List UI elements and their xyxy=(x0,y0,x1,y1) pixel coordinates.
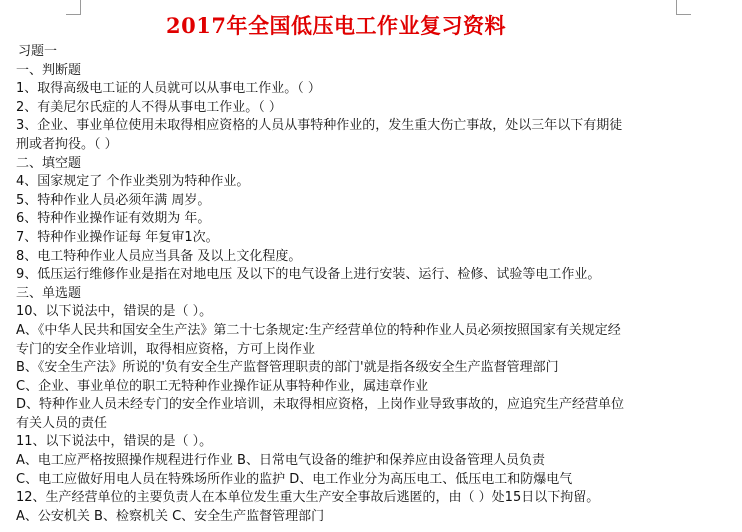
option-line: 有关人员的责任 xyxy=(16,415,108,431)
section-heading: 三、单选题 xyxy=(16,285,82,301)
question-line: 12、生产经营单位的主要负责人在本单位发生重大生产安全事故后逃匿的，由（ ）处15日以下拘留。 xyxy=(16,490,600,506)
page-corner-mark-left xyxy=(66,0,81,15)
option-line: A、电工应严格按照操作规程进行作业 B、日常电气设备的维护和保养应由设备管理人员负责 xyxy=(16,453,545,469)
question-line: 9、低压运行维修作业是指在对地电压 及以下的电气设备上进行安装、运行、检修、试验等电工作业。 xyxy=(16,267,601,283)
question-line: 10、以下说法中，错误的是（ ）。 xyxy=(16,304,213,320)
question-line: 2、有美尼尔氏症的人不得从事电工作业。（ ） xyxy=(16,99,282,115)
question-line: 3、企业、事业单位使用未取得相应资格的人员从事特种作业的，发生重大伤亡事故，处以三年以下有期徒 xyxy=(16,118,623,134)
question-line: 7、特种作业操作证每 年复审1次。 xyxy=(16,229,219,245)
question-line: 1、取得高级电工证的人员就可以从事电工作业。（ ） xyxy=(16,81,321,97)
section-heading: 一、判断题 xyxy=(16,62,82,78)
option-line: A、公安机关 B、检察机关 C、安全生产监督管理部门 xyxy=(16,508,325,524)
question-line: 6、特种作业操作证有效期为 年。 xyxy=(16,211,211,227)
document-body xyxy=(16,43,732,526)
question-line: 刑或者拘役。（ ） xyxy=(16,136,118,152)
page-corner-mark-right xyxy=(676,0,691,15)
section-heading: 二、填空题 xyxy=(16,155,82,171)
question-line: 11、以下说法中，错误的是（ ）。 xyxy=(16,434,213,450)
option-line: 专门的安全作业培训，取得相应资格，方可上岗作业 xyxy=(16,341,316,357)
question-line: 4、国家规定了 个作业类别为特种作业。 xyxy=(16,174,250,190)
option-line: A、《中华人民共和国安全生产法》第二十七条规定:生产经营单位的特种作业人员必须按照国家有关规定经 xyxy=(16,322,621,338)
question-line: 5、特种作业人员必须年满 周岁。 xyxy=(16,192,211,208)
option-line: C、企业、事业单位的职工无特种作业操作证从事特种作业，属违章作业 xyxy=(16,378,429,394)
question-line: 8、电工特种作业人员应当具备 及以上文化程度。 xyxy=(16,248,302,264)
document-title: 2017年全国低压电工作业复习资料 xyxy=(166,13,506,38)
exercise-heading: 习题一 xyxy=(18,44,58,59)
option-line: B、《安全生产法》所说的'负有安全生产监督管理职责的部门'就是指各级安全生产监督管理部门 xyxy=(16,360,559,376)
option-line: D、特种作业人员未经专门的安全作业培训，未取得相应资格，上岗作业导致事故的，应追究生产经营单位 xyxy=(16,397,625,413)
option-line: C、电工应做好用电人员在特殊场所作业的监护 D、电工作业分为高压电工、低压电工和防爆电气 xyxy=(16,471,573,487)
